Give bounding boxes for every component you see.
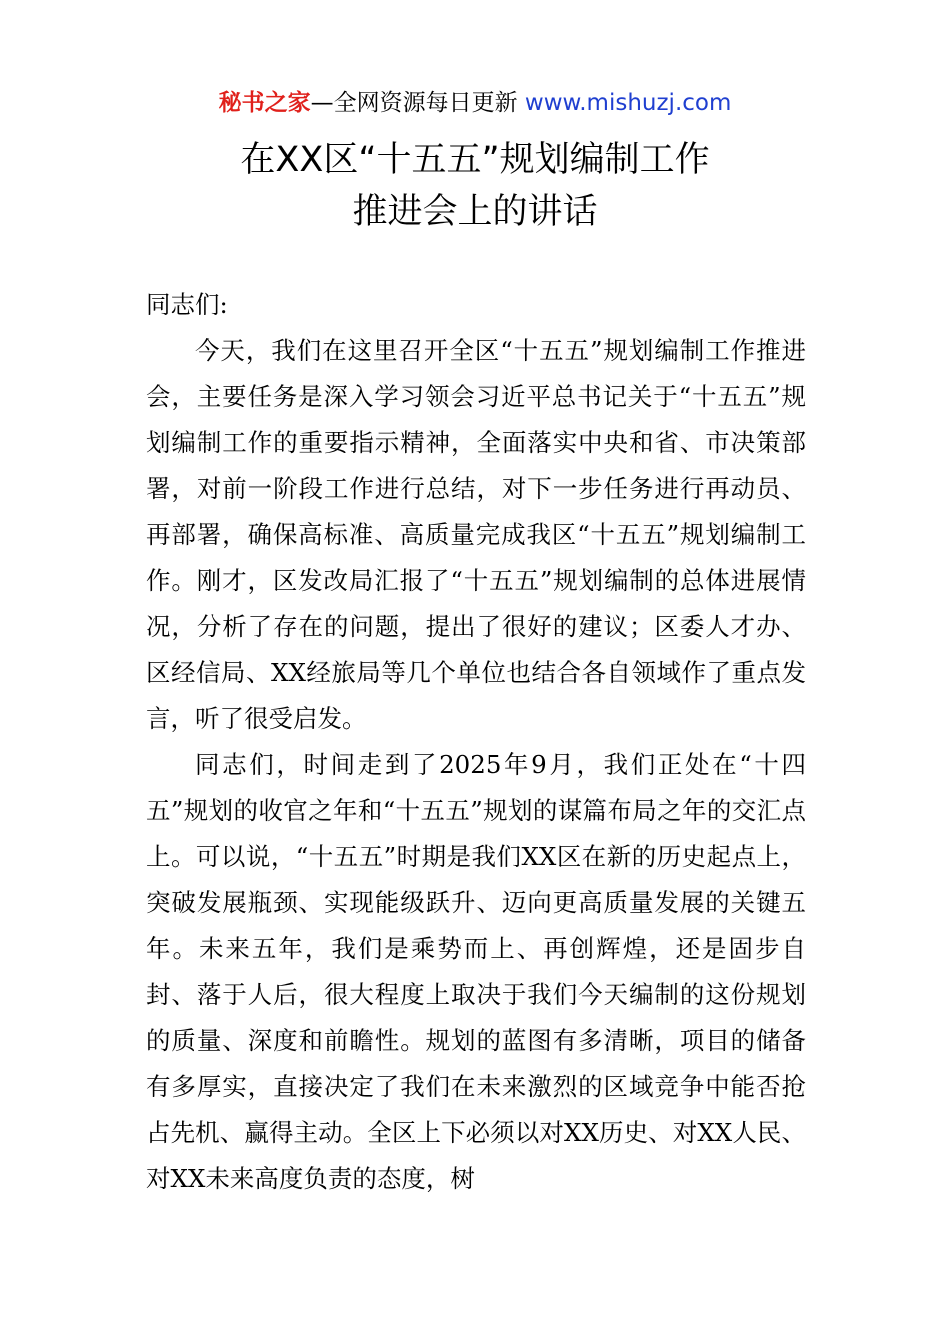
banner-url-link[interactable]: www.mishuzj.com <box>524 90 732 116</box>
title-line-2: 推进会上的讲话 <box>352 192 598 232</box>
document-body <box>146 282 806 1202</box>
banner-tagline: —全网资源每日更新 <box>310 90 525 116</box>
banner-brand: 秘书之家 <box>218 90 311 116</box>
site-banner <box>0 86 950 120</box>
document-title <box>0 134 950 238</box>
paragraph-2: 同志们，时间走到了2025年9月，我们正处在“十四五”规划的收官之年和“十五五”规划的谋篇布局之年的交汇点上。可以说，“十五五”时期是我们XX区在新的历史起点上，突破发展瓶颈、实现能级跃升、迈向更高质量发展的关键五年。未来五年，我们是乘势而上、再创辉煌，还是固步自封、落于人后，很大程度上取决于我们今天编制的这份规划的质量、深度和前瞻性。规划的蓝图有多清晰，项目的储备有多厚实，直接决定了我们在未来激烈的区域竞争中能否抢占先机、赢得主动。全区上下必须以对XX历史、对XX人民、对XX未来高度负责的态度，树 <box>146 750 806 1193</box>
paragraph-1: 今天，我们在这里召开全区“十五五”规划编制工作推进会，主要任务是深入学习领会习近平总书记关于“十五五”规划编制工作的重要指示精神，全面落实中央和省、市决策部署，对前一阶段工作进行总结，对下一步任务进行再动员、再部署，确保高标准、高质量完成我区“十五五”规划编制工作。刚才，区发改局汇报了“十五五”规划编制的总体进展情况，分析了存在的问题，提出了很好的建议；区委人才办、区经信局、XX经旅局等几个单位也结合各自领域作了重点发言，听了很受启发。 <box>146 336 806 733</box>
title-line-1: 在XX区“十五五”规划编制工作 <box>240 140 710 180</box>
salutation: 同志们: <box>146 290 228 319</box>
